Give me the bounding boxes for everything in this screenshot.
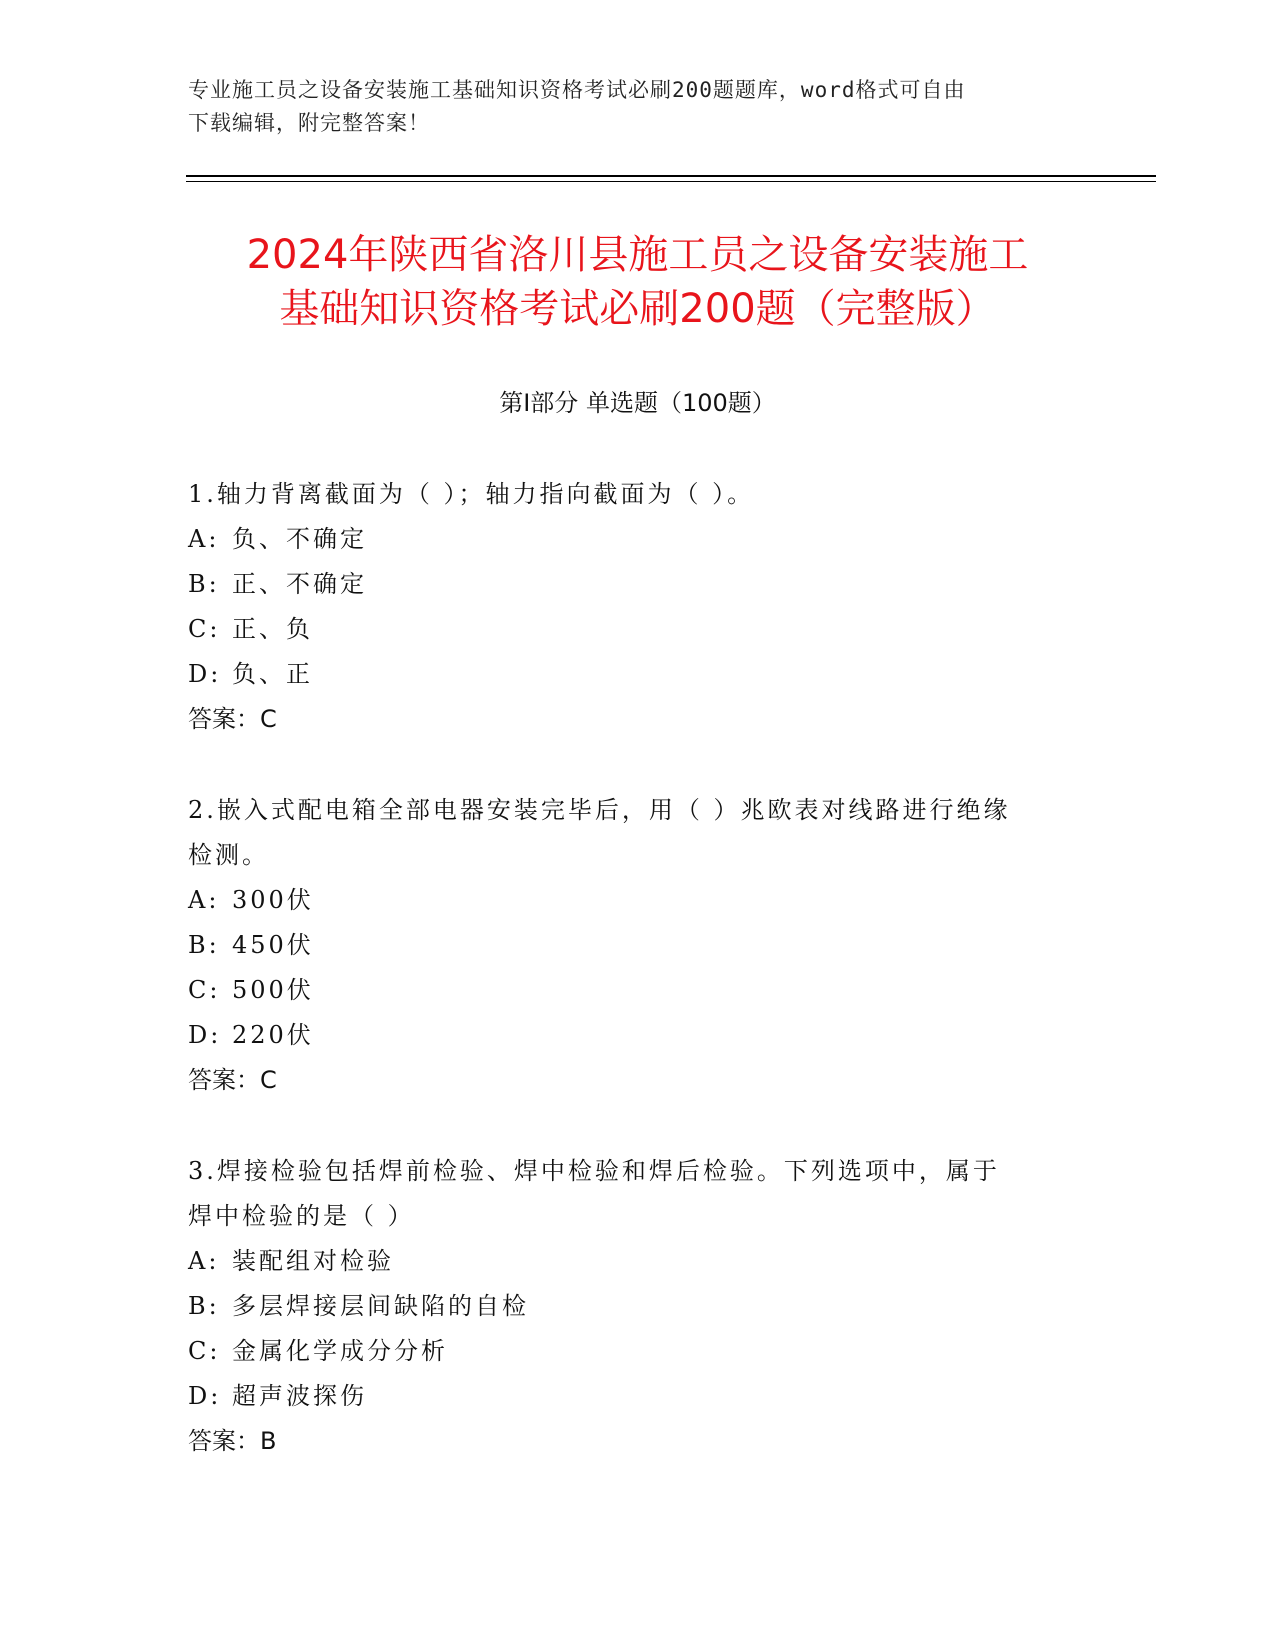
option-key: B: [188,931,220,959]
question-stem: 检测。 [188,841,269,869]
question-stem: 焊中检验的是（ ） [188,1202,415,1230]
option-text: 正、负 [232,615,313,643]
option-text: 超声波探伤 [232,1382,367,1410]
option-text: 300伏 [232,886,314,914]
question-stem: 1.轴力背离截面为（ ）；轴力指向截面为（ ）。 [188,480,755,508]
option-c [188,968,1088,1013]
option-key: A: [188,525,220,553]
option-text: 正、不确定 [232,570,367,598]
option-a [188,1239,1088,1284]
question-1 [188,472,1088,742]
question-stem: 2.嵌入式配电箱全部电器安装完毕后，用（ ）兆欧表对线路进行绝缘 [188,796,1011,824]
header-divider [186,175,1156,177]
option-key: C: [188,1337,221,1365]
answer-label: 答案：B [188,1427,277,1455]
option-key: C: [188,615,221,643]
answer-label: 答案：C [188,705,277,733]
option-text: 装配组对检验 [232,1247,394,1275]
option-key: A: [188,1247,220,1275]
option-text: 450伏 [232,931,314,959]
document-title-line: 2024年陕西省洛川县施工员之设备安装施工 [246,232,1029,278]
option-text: 多层焊接层间缺陷的自检 [232,1292,529,1320]
option-key: C: [188,976,221,1004]
option-text: 500伏 [232,976,314,1004]
option-d [188,1013,1088,1058]
header-note-line: 专业施工员之设备安装施工基础知识资格考试必刷200题题库，word格式可自由 [188,78,966,102]
option-key: A: [188,886,220,914]
question-stem: 3.焊接检验包括焊前检验、焊中检验和焊后检验。下列选项中，属于 [188,1157,1000,1185]
option-a [188,517,1088,562]
option-a [188,878,1088,923]
option-key: D: [188,1021,222,1049]
option-key: B: [188,570,220,598]
option-text: 金属化学成分分析 [232,1337,448,1365]
question-3 [188,1149,1088,1464]
option-c [188,607,1088,652]
option-text: 负、正 [232,660,313,688]
option-c [188,1329,1088,1374]
document-title-line: 基础知识资格考试必刷200题（完整版） [279,286,996,332]
option-key: D: [188,1382,222,1410]
header-note [188,74,1088,140]
document-title [160,228,1115,336]
option-text: 220伏 [232,1021,314,1049]
option-text: 负、不确定 [232,525,367,553]
answer-label: 答案：C [188,1066,277,1094]
option-d [188,652,1088,697]
header-note-line: 下载编辑，附完整答案！ [188,111,430,135]
header-divider-thin [186,181,1156,182]
question-2 [188,788,1088,1103]
option-b [188,923,1088,968]
option-key: B: [188,1292,220,1320]
option-d [188,1374,1088,1419]
section-title: 第Ⅰ部分 单选题（100题） [499,389,776,417]
option-key: D: [188,660,222,688]
option-b [188,1284,1088,1329]
option-b [188,562,1088,607]
